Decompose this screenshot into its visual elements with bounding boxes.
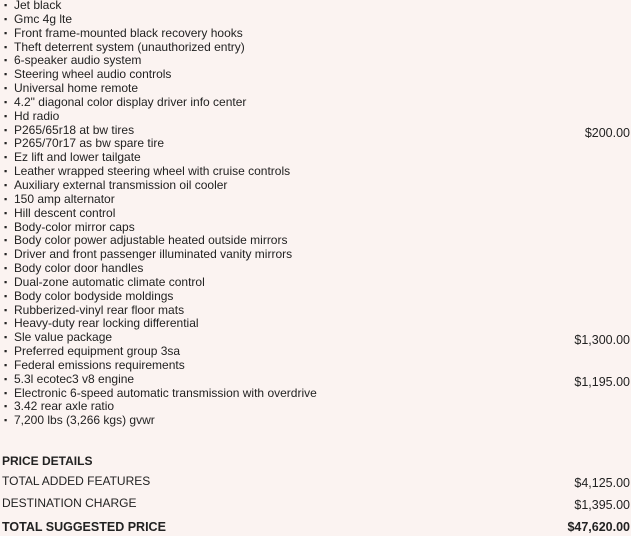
bullet-icon: ▪ bbox=[4, 166, 8, 177]
feature-label: Ez lift and lower tailgate bbox=[14, 150, 141, 165]
bullet-icon: ▪ bbox=[4, 207, 8, 218]
bullet-icon: ▪ bbox=[4, 221, 8, 232]
feature-label: 4.2" diagonal color display driver info center bbox=[14, 94, 247, 109]
list-item bbox=[4, 359, 631, 373]
feature-label: 150 amp alternator bbox=[14, 191, 115, 206]
feature-label: Hd radio bbox=[14, 108, 60, 123]
list-item bbox=[4, 345, 631, 359]
list-item bbox=[4, 290, 631, 304]
list-item bbox=[4, 96, 631, 110]
feature-label: P265/65r18 at bw tires bbox=[14, 122, 135, 137]
list-item bbox=[4, 207, 631, 221]
feature-label: Driver and front passenger illuminated vanity mirrors bbox=[14, 247, 293, 262]
bullet-icon: ▪ bbox=[4, 124, 8, 135]
list-item bbox=[4, 262, 631, 276]
bullet-icon: ▪ bbox=[4, 263, 8, 274]
list-item bbox=[4, 234, 631, 248]
bullet-icon: ▪ bbox=[4, 138, 8, 149]
list-item bbox=[4, 151, 631, 165]
bullet-icon: ▪ bbox=[4, 387, 8, 398]
list-item bbox=[4, 54, 631, 68]
list-item bbox=[4, 304, 631, 318]
feature-label: Hill descent control bbox=[14, 205, 116, 220]
feature-list bbox=[4, 0, 631, 428]
list-item bbox=[4, 221, 631, 235]
bullet-icon: ▪ bbox=[4, 27, 8, 38]
feature-label: Body color bodyside moldings bbox=[14, 288, 174, 303]
list-item bbox=[4, 387, 631, 401]
bullet-icon: ▪ bbox=[4, 249, 8, 260]
total-added-features-row bbox=[2, 470, 631, 492]
total-suggested-price-value: $47,620.00 bbox=[567, 520, 630, 534]
bullet-icon: ▪ bbox=[4, 55, 8, 66]
feature-label: Jet black bbox=[14, 0, 62, 12]
list-item bbox=[4, 414, 631, 428]
feature-label: Gmc 4g lte bbox=[14, 11, 73, 26]
feature-label: P265/70r17 as bw spare tire bbox=[14, 136, 165, 151]
price-details-section bbox=[2, 452, 631, 534]
list-item bbox=[4, 68, 631, 82]
feature-label: Federal emissions requirements bbox=[14, 357, 185, 372]
feature-label: Rubberized-vinyl rear floor mats bbox=[14, 302, 185, 317]
feature-label: Body-color mirror caps bbox=[14, 219, 135, 234]
feature-label: Sle value package bbox=[14, 330, 113, 345]
bullet-icon: ▪ bbox=[4, 359, 8, 370]
bullet-icon: ▪ bbox=[4, 346, 8, 357]
feature-label: 7,200 lbs (3,266 kgs) gvwr bbox=[14, 413, 155, 428]
list-item bbox=[4, 82, 631, 96]
bullet-icon: ▪ bbox=[4, 69, 8, 80]
bullet-icon: ▪ bbox=[4, 318, 8, 329]
total-added-features-value: $4,125.00 bbox=[574, 476, 630, 490]
bullet-icon: ▪ bbox=[4, 152, 8, 163]
feature-label: Electronic 6-speed automatic transmission with overdrive bbox=[14, 385, 317, 400]
bullet-icon: ▪ bbox=[4, 179, 8, 190]
list-item bbox=[4, 124, 631, 138]
total-suggested-price-label: TOTAL SUGGESTED PRICE bbox=[2, 520, 166, 534]
feature-label: Universal home remote bbox=[14, 81, 139, 96]
bullet-icon: ▪ bbox=[4, 235, 8, 246]
feature-label: Front frame-mounted black recovery hooks bbox=[14, 25, 243, 40]
bullet-icon: ▪ bbox=[4, 110, 8, 121]
feature-price: $1,195.00 bbox=[574, 374, 630, 389]
feature-label: Preferred equipment group 3sa bbox=[14, 344, 181, 359]
bullet-icon: ▪ bbox=[4, 0, 8, 10]
list-item bbox=[4, 179, 631, 193]
list-item bbox=[4, 193, 631, 207]
bullet-icon: ▪ bbox=[4, 373, 8, 384]
feature-label: 3.42 rear axle ratio bbox=[14, 399, 115, 414]
list-item bbox=[4, 276, 631, 290]
feature-price: $1,300.00 bbox=[574, 333, 630, 348]
feature-label: Dual-zone automatic climate control bbox=[14, 274, 205, 289]
bullet-icon: ▪ bbox=[4, 304, 8, 315]
feature-label: Leather wrapped steering wheel with cruise controls bbox=[14, 164, 291, 179]
bullet-icon: ▪ bbox=[4, 83, 8, 94]
list-item bbox=[4, 0, 631, 13]
destination-charge-value: $1,395.00 bbox=[574, 498, 630, 512]
total-suggested-price-row bbox=[2, 518, 631, 536]
price-details-heading: PRICE DETAILS bbox=[2, 454, 93, 468]
bullet-icon: ▪ bbox=[4, 96, 8, 107]
bullet-icon: ▪ bbox=[4, 41, 8, 52]
list-item bbox=[4, 373, 631, 387]
bullet-icon: ▪ bbox=[4, 276, 8, 287]
bullet-icon: ▪ bbox=[4, 415, 8, 426]
list-item bbox=[4, 41, 631, 55]
feature-label: Steering wheel audio controls bbox=[14, 67, 172, 82]
list-item bbox=[4, 27, 631, 41]
bullet-icon: ▪ bbox=[4, 332, 8, 343]
list-item bbox=[4, 13, 631, 27]
list-item bbox=[4, 137, 631, 151]
feature-label: 5.3l ecotec3 v8 engine bbox=[14, 371, 135, 386]
feature-label: Body color power adjustable heated outside mirrors bbox=[14, 233, 288, 248]
feature-label: Theft deterrent system (unauthorized entry) bbox=[14, 39, 245, 54]
list-item bbox=[4, 110, 631, 124]
feature-label: Auxiliary external transmission oil cooler bbox=[14, 177, 228, 192]
feature-price: $200.00 bbox=[584, 125, 630, 140]
bullet-icon: ▪ bbox=[4, 401, 8, 412]
feature-label: Heavy-duty rear locking differential bbox=[14, 316, 199, 331]
list-item bbox=[4, 400, 631, 414]
list-item bbox=[4, 165, 631, 179]
feature-label: Body color door handles bbox=[14, 261, 144, 276]
bullet-icon: ▪ bbox=[4, 13, 8, 24]
list-item bbox=[4, 317, 631, 331]
destination-charge-label: DESTINATION CHARGE bbox=[2, 496, 137, 510]
list-item bbox=[4, 248, 631, 262]
list-item bbox=[4, 330, 631, 348]
total-added-features-label: TOTAL ADDED FEATURES bbox=[2, 474, 151, 488]
bullet-icon: ▪ bbox=[4, 193, 8, 204]
destination-charge-row bbox=[2, 492, 631, 514]
feature-label: 6-speaker audio system bbox=[14, 53, 142, 68]
bullet-icon: ▪ bbox=[4, 290, 8, 301]
